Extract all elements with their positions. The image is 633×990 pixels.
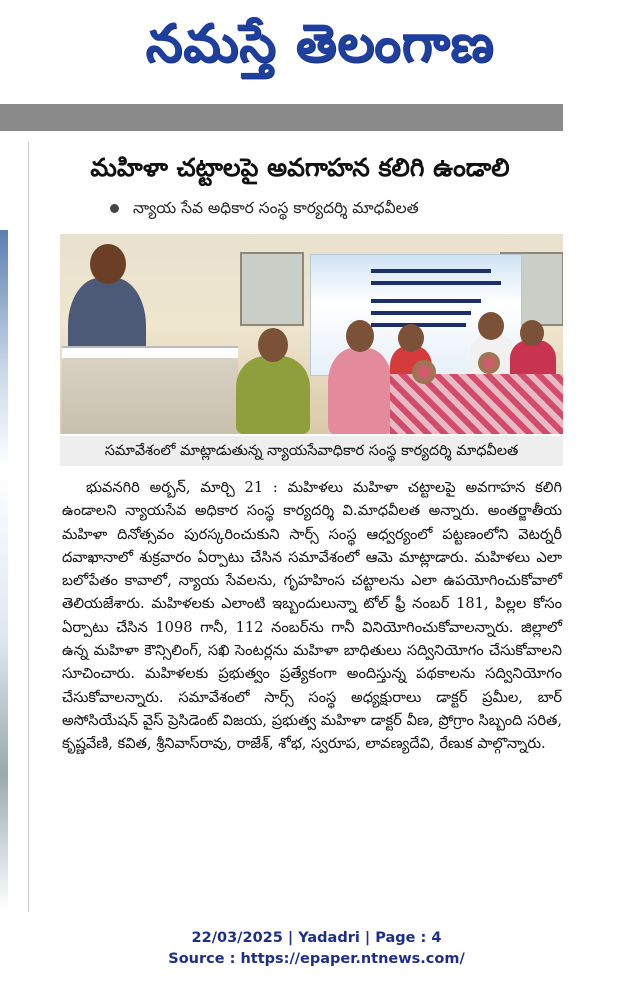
article-headline: మహిళా చట్టాలపై అవగాహన కలిగి ఉండాలి: [90, 153, 510, 182]
edition-info: 22/03/2025 | Yadadri | Page : 4: [191, 930, 442, 946]
photo-caption: సమావేశంలో మాట్లాడుతున్న న్యాయసేవాధికార సంస్థ కార్యదర్శి మాధవీలత: [60, 436, 563, 466]
speaker-head: [90, 244, 126, 284]
guest-head: [520, 320, 544, 346]
banner-text-line: [371, 281, 501, 285]
subhead-text: న్యాయ సేవ అధికార సంస్థ కార్యదర్శి మాధవీలత: [133, 199, 419, 217]
flower-bouquet: [412, 360, 436, 384]
header-divider-band: [0, 104, 563, 131]
guest-figure: [328, 348, 392, 434]
guest-head: [398, 324, 424, 352]
banner-text-line: [371, 299, 481, 303]
guest-head: [346, 320, 374, 352]
page-footer: [0, 928, 633, 970]
newspaper-masthead: నమస్తే తెలంగాణ: [145, 14, 495, 74]
article-photo: [60, 234, 563, 434]
guest-head: [258, 328, 288, 362]
window-shape: [240, 252, 304, 326]
source-link[interactable]: Source : https://epaper.ntnews.com/: [168, 951, 465, 967]
guest-head: [478, 312, 504, 340]
article-body: [62, 476, 562, 756]
podium: [62, 346, 238, 434]
article-paragraph: భువనగిరి అర్బన్, మార్చి 21 : మహిళలు మహిళా చట్టాలపై అవగాహన కలిగి ఉండాలని న్యాయసేవ అధికార సంస్థ కార్యదర్శి వి.మాధవీలత అన్నారు. అంతర్జాతీయ మహిళా దినోత్సవం పురస్కరించుకుని సార్స్ సంస్థ ఆధ్వర్యంలో పట్టణంలోని వెటర్నరీ దవాఖానాలో శుక్రవారం ఏర్పాటు చేసిన సమావేశంలో ఆమె మాట్లాడారు. మహిళలు ఎలా బలోపేతం కావాలో, న్యాయ సేవలను, గృహహింస చట్టాలను ఎలా ఉపయోగించుకోవాలో తెలియజేశారు. మహిళలకు ఎలాంటి ఇబ్బందులున్నా టోల్ ఫ్రీ నంబర్ 181, పిల్లల కోసం ఏర్పాటు చేసిన 1098 గానీ, 112 నంబర్‌ను గానీ వినియోగించుకోవాలన్నారు. జిల్లాలో ఉన్న మహిళా కౌన్సిలింగ్, సఖి సెంటర్లను మహిళా బాధితులు సద్వినియోగం చేసుకోవాలని సూచించారు. మహిళలకు ప్రభుత్వం ప్రత్యేకంగా అందిస్తున్న పథకాలను సద్వినియోగం చేసుకోవాలన్నారు. సమావేశంలో సార్స్ సంస్థ అధ్యక్షురాలు డాక్టర్ ప్రమీల, బార్ అసోసియేషన్ వైస్ ప్రెసిడెంట్ విజయ, ప్రభుత్వ మహిళా డాక్టర్ వీణ, ప్రోగ్రాం సిబ్బంది సరిత, కృష్ణవేణి, కవిత, శ్రీనివాస్‌రావు, రాజేశ్, శోభ, స్వరూప, లావణ్యదేవి, రేణుక పాల్గొన్నారు.: [62, 479, 562, 753]
adjacent-column-edge: [0, 230, 8, 910]
guest-figure: [236, 356, 310, 434]
banner-text-line: [371, 269, 491, 273]
bullet-icon: [110, 204, 119, 213]
banner-text-line: [371, 311, 471, 315]
article-subhead: [110, 196, 560, 220]
decorated-table: [390, 374, 563, 434]
flower-bouquet: [478, 352, 500, 374]
